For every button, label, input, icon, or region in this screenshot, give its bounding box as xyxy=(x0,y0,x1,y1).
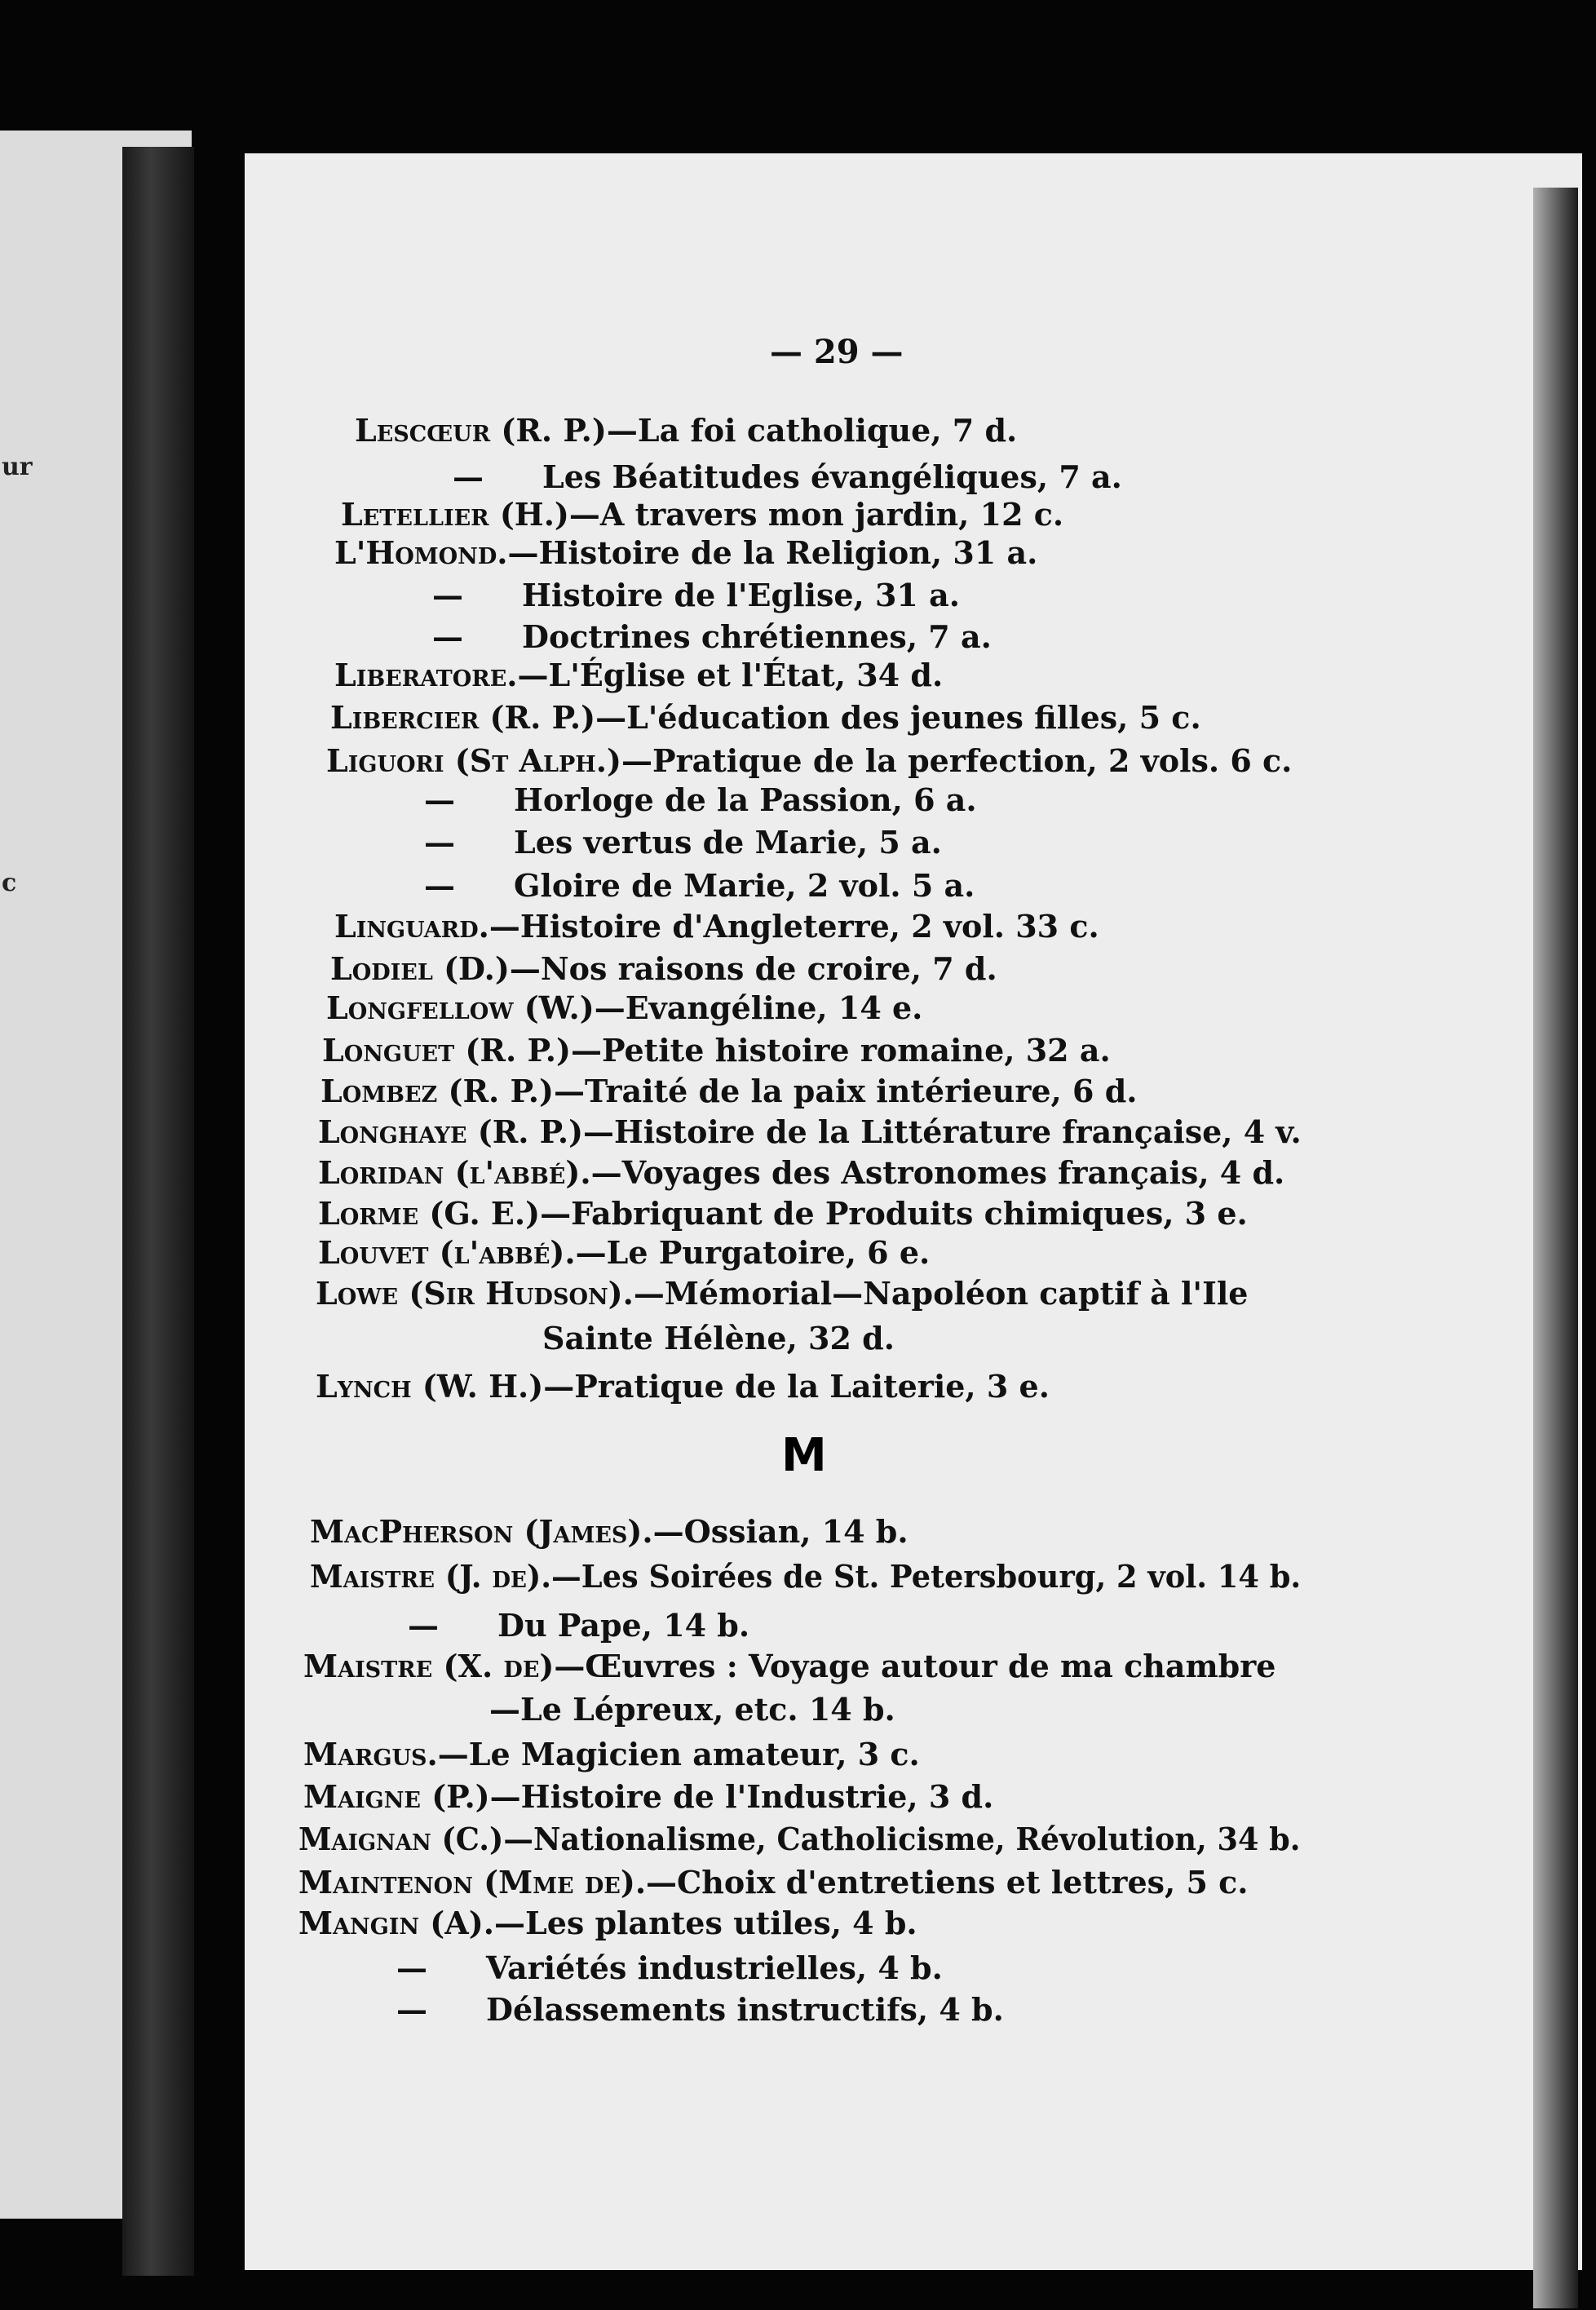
catalog-entry xyxy=(310,1513,909,1550)
entry-author: Liguori (St Alph.) xyxy=(326,742,622,779)
entry-author: Letellier (H.) xyxy=(341,496,569,533)
entry-title: —Le Lépreux, etc. 14 b. xyxy=(489,1691,895,1728)
ditto-dash: — xyxy=(453,458,484,495)
ditto-dash: — xyxy=(396,1949,427,1986)
catalog-entry xyxy=(326,867,975,904)
page-right-edge xyxy=(1533,188,1578,2308)
entry-author: Maistre (J. de). xyxy=(310,1558,552,1595)
entry-title: —Le Magicien amateur, 3 c. xyxy=(437,1736,920,1772)
entry-title: —Histoire d'Angleterre, 2 vol. 33 c. xyxy=(489,908,1099,945)
entry-author: Mangin (A). xyxy=(298,1905,494,1941)
catalog-entry xyxy=(316,1275,1248,1312)
catalog-entry xyxy=(298,1821,1301,1857)
entry-title: Les vertus de Marie, 5 a. xyxy=(514,824,942,861)
entry-title: —Nos raisons de croire, 7 d. xyxy=(509,950,997,987)
catalog-entry xyxy=(334,657,943,693)
catalog-entry xyxy=(321,1073,1138,1109)
entry-title: —Le Purgatoire, 6 e. xyxy=(575,1234,931,1271)
catalog-entry xyxy=(355,412,1017,449)
entry-author: Longuet (R. P.) xyxy=(322,1032,571,1069)
section-heading-m: M xyxy=(781,1429,827,1482)
entry-title: Histoire de l'Eglise, 31 a. xyxy=(522,577,960,613)
entry-author: Libercier (R. P.) xyxy=(330,699,596,736)
entry-author: Lodiel (D.) xyxy=(330,950,510,987)
entry-title: Du Pape, 14 b. xyxy=(497,1607,750,1644)
entry-title: —Histoire de la Religion, 31 a. xyxy=(507,534,1038,571)
page-number: — 29 — xyxy=(770,333,904,371)
catalog-entry xyxy=(330,950,997,987)
entry-title: —L'éducation des jeunes filles, 5 c. xyxy=(595,699,1201,736)
entry-title: —La foi catholique, 7 d. xyxy=(606,412,1018,449)
entry-title: —Pratique de la Laiterie, 3 e. xyxy=(543,1368,1050,1405)
entry-author: Lescœur (R. P.) xyxy=(355,412,607,449)
catalog-entry xyxy=(303,1778,993,1815)
catalog-entry xyxy=(303,1736,920,1772)
entry-title: —Nationalisme, Catholicisme, Révolution, 34 b. xyxy=(503,1821,1301,1857)
catalog-entry xyxy=(334,908,1099,945)
catalog-entry xyxy=(298,1864,1249,1901)
ditto-dash: — xyxy=(396,1991,427,2028)
entry-title: Les Béatitudes évangéliques, 7 a. xyxy=(542,458,1122,495)
left-page-text-fragment: c xyxy=(2,869,17,897)
catalog-entry xyxy=(303,1648,1275,1684)
entry-author: Longhaye (R. P.) xyxy=(318,1113,584,1150)
entry-title: Délassements instructifs, 4 b. xyxy=(486,1991,1004,2028)
entry-title: —Les Soirées de St. Petersbourg, 2 vol. 14 b. xyxy=(551,1558,1302,1595)
entry-title: Horloge de la Passion, 6 a. xyxy=(514,781,977,818)
catalog-entry xyxy=(298,1949,943,1986)
entry-title: —Les plantes utiles, 4 b. xyxy=(493,1905,917,1941)
ditto-dash: — xyxy=(424,824,455,861)
entry-author: Lowe (Sir Hudson). xyxy=(316,1275,634,1312)
left-page-text-fragment: ur xyxy=(2,453,33,481)
entry-title: Variétés industrielles, 4 b. xyxy=(486,1949,943,1986)
catalog-entry xyxy=(326,824,942,861)
catalog-entry xyxy=(322,1032,1111,1069)
catalog-entry xyxy=(489,1691,895,1728)
entry-author: MacPherson (James). xyxy=(310,1513,653,1550)
catalog-entry xyxy=(334,618,992,655)
catalog-entry xyxy=(318,1113,1302,1150)
ditto-dash: — xyxy=(424,781,455,818)
entry-author: Lynch (W. H.) xyxy=(316,1368,544,1405)
catalog-entry xyxy=(330,699,1201,736)
catalog-entry xyxy=(318,1234,930,1271)
entry-author: Maignan (C.) xyxy=(298,1821,504,1857)
catalog-entry xyxy=(310,1558,1301,1595)
entry-author: Longfellow (W.) xyxy=(326,989,595,1026)
entry-title: —A travers mon jardin, 12 c. xyxy=(568,496,1064,533)
entry-title: —Ossian, 14 b. xyxy=(652,1513,909,1550)
catalog-entry xyxy=(542,1320,895,1356)
ditto-dash: — xyxy=(432,618,463,655)
entry-author: Maigne (P.) xyxy=(303,1778,490,1815)
entry-title: —L'Église et l'État, 34 d. xyxy=(517,657,944,693)
entry-title: —Choix d'entretiens et lettres, 5 c. xyxy=(646,1864,1249,1901)
catalog-entry xyxy=(341,496,1063,533)
entry-title: —Histoire de l'Industrie, 3 d. xyxy=(489,1778,994,1815)
catalog-entry xyxy=(298,1905,917,1941)
catalog-entry xyxy=(316,1368,1050,1405)
catalog-entry xyxy=(310,1607,749,1644)
entry-title: —Evangéline, 14 e. xyxy=(594,989,923,1026)
entry-title: Sainte Hélène, 32 d. xyxy=(542,1320,895,1356)
ditto-dash: — xyxy=(408,1607,439,1644)
entry-author: Lorme (G. E.) xyxy=(318,1195,541,1232)
entry-author: Maintenon (Mme de). xyxy=(298,1864,647,1901)
entry-title: —Fabriquant de Produits chimiques, 3 e. xyxy=(540,1195,1248,1232)
catalog-entry xyxy=(334,577,960,613)
entry-title: —Petite histoire romaine, 32 a. xyxy=(570,1032,1111,1069)
catalog-entry xyxy=(318,1195,1248,1232)
entry-author: Maistre (X. de) xyxy=(303,1648,555,1684)
catalog-entry xyxy=(326,781,977,818)
entry-author: L'Homond. xyxy=(334,534,508,571)
entry-title: —Histoire de la Littérature française, 4 v. xyxy=(583,1113,1302,1150)
entry-title: —Œuvres : Voyage autour de ma chambre xyxy=(554,1648,1276,1684)
catalog-entry xyxy=(298,1991,1004,2028)
entry-author: Liberatore. xyxy=(334,657,518,693)
entry-author: Loridan (l'abbé). xyxy=(318,1154,591,1191)
ditto-dash: — xyxy=(432,577,463,613)
entry-author: Louvet (l'abbé). xyxy=(318,1234,576,1271)
entry-title: Doctrines chrétiennes, 7 a. xyxy=(522,618,992,655)
entry-title: —Mémorial—Napoléon captif à l'Ile xyxy=(633,1275,1249,1312)
entry-title: —Voyages des Astronomes français, 4 d. xyxy=(590,1154,1285,1191)
catalog-entry xyxy=(355,458,1122,495)
entry-title: —Pratique de la perfection, 2 vols. 6 c. xyxy=(621,742,1293,779)
catalog-entry xyxy=(334,534,1037,571)
book-binding-gutter xyxy=(122,147,194,2276)
entry-author: Linguard. xyxy=(334,908,489,945)
entry-author: Lombez (R. P.) xyxy=(321,1073,554,1109)
entry-author: Margus. xyxy=(303,1736,438,1772)
ditto-dash: — xyxy=(424,867,455,904)
catalog-entry xyxy=(318,1154,1284,1191)
entry-title: Gloire de Marie, 2 vol. 5 a. xyxy=(514,867,975,904)
catalog-entry xyxy=(326,989,922,1026)
entry-title: —Traité de la paix intérieure, 6 d. xyxy=(553,1073,1138,1109)
catalog-entry xyxy=(326,742,1292,779)
